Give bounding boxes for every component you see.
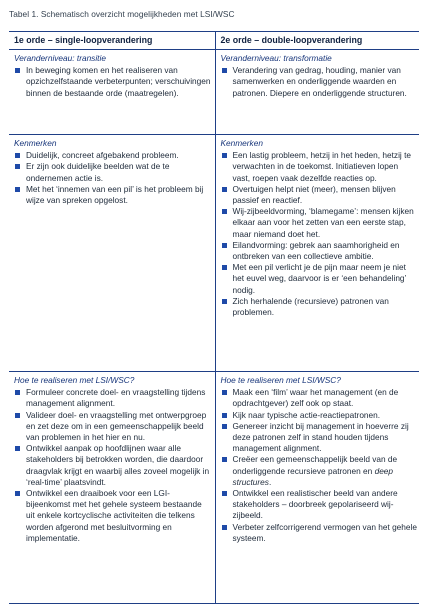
list-item: Ontwikkel een draaiboek voor een LGI-bijeenkomst met het gehele systeem bestaande uit enkele kortcyclische activiteiten die telkens worden afgerond met besluitvorming en implementatie. <box>14 488 213 544</box>
list-item: Met een pil verlicht je de pijn maar neem je niet het euvel weg, daarvoor is er ‘een behandeling’ nodig. <box>221 262 418 296</box>
list-item: Valideer doel- en vraagstelling met ontwerpgroep en zet deze om in een gemeenschappelijk beeld van problemen in het hier en nu. <box>14 410 213 444</box>
bullet-list <box>221 65 418 99</box>
list-item: Er zijn ook duidelijke beelden wat de te ondernemen actie is. <box>14 161 213 183</box>
list-item: Een lastig probleem, hetzij in het heden, hetzij te verwachten in de toekomst. Initiatieven lopen vast, roepen vaak dezelfde reacties op. <box>221 150 418 184</box>
header-single-loop: 1e orde – single-loopverandering <box>9 32 215 50</box>
cell-realiseren-left <box>9 372 215 604</box>
cell-heading: Hoe te realiseren met LSI/WSC? <box>220 375 341 385</box>
cell-realiseren-right <box>215 372 419 604</box>
bullet-list <box>14 387 213 544</box>
list-item: Overtuigen helpt niet (meer), mensen blijven passief en reactief. <box>221 184 418 206</box>
bullet-list <box>14 150 213 206</box>
bullet-list <box>221 150 418 318</box>
row-veranderniveau <box>9 50 419 135</box>
table-caption: Tabel 1. Schematisch overzicht mogelijkheden met LSI/WSC <box>9 9 235 19</box>
list-item: Duidelijk, concreet afgebakend probleem. <box>14 150 213 161</box>
list-item: Eilandvorming: gebrek aan saamhorigheid en ontbreken van een collectieve ambitie. <box>221 240 418 262</box>
row-realiseren <box>9 372 419 604</box>
list-item: Met het ‘innemen van een pil’ is het probleem bij wijze van spreken opgelost. <box>14 184 213 206</box>
list-item: Kijk naar typische actie-reactiepatronen. <box>221 410 418 421</box>
cell-heading: Hoe te realiseren met LSI/WSC? <box>14 375 135 385</box>
list-item: Wij-zijbeeldvorming, ‘blamegame’: mensen kijken elkaar aan voor het zetten van een eerste stap, maar niemand doet het. <box>221 206 418 240</box>
list-item: Zich herhalende (recursieve) patronen van problemen. <box>221 296 418 318</box>
list-item: Formuleer concrete doel- en vraagstelling tijdens management alignment. <box>14 387 213 409</box>
list-item: Ontwikkel een realistischer beeld van andere stakeholders – doorbreek gepolariseerd wij-zijbeeld. <box>221 488 418 522</box>
cell-transitie <box>9 50 215 135</box>
list-item: Creëer een gemeenschappelijk beeld van de onderliggende recursieve patronen en deep structures. <box>221 454 418 488</box>
cell-transformatie <box>215 50 419 135</box>
bullet-list <box>14 65 213 99</box>
list-item: In beweging komen en het realiseren van opzichzelfstaande verbeterpunten; verschuivingen binnen de bestaande orde (maatregelen). <box>14 65 213 99</box>
header-double-loop: 2e orde – double-loopverandering <box>215 32 419 50</box>
cell-heading: Veranderniveau: transformatie <box>220 53 332 63</box>
header-row <box>9 32 419 50</box>
cell-heading: Kenmerken <box>14 138 57 148</box>
list-item: Maak een ‘film’ waar het management (en de opdrachtgever) zelf ook op staat. <box>221 387 418 409</box>
cell-heading: Veranderniveau: transitie <box>14 53 106 63</box>
row-kenmerken <box>9 135 419 372</box>
list-item: Verandering van gedrag, houding, manier van samenwerken en onderliggende waarden en patronen. Diepere en onderliggende structuren. <box>221 65 418 99</box>
emphasis-text: deep structures <box>232 465 394 487</box>
overview-table <box>9 31 419 604</box>
bullet-list <box>221 387 418 544</box>
list-item: Verbeter zelfcorrigerend vermogen van het gehele systeem. <box>221 522 418 544</box>
list-item: Ontwikkel aanpak op hoofdlijnen waar alle stakeholders bij betrokken worden, die daardoor draagvlak krijgt en waarbij alles zoveel mogelijk in ‘real-time’ plaatsvindt. <box>14 443 213 488</box>
cell-kenmerken-left <box>9 135 215 372</box>
list-item: Genereer inzicht bij management in hoeverre zij deze patronen zelf in stand houden tijdens management alignment. <box>221 421 418 455</box>
cell-heading: Kenmerken <box>220 138 263 148</box>
cell-kenmerken-right <box>215 135 419 372</box>
